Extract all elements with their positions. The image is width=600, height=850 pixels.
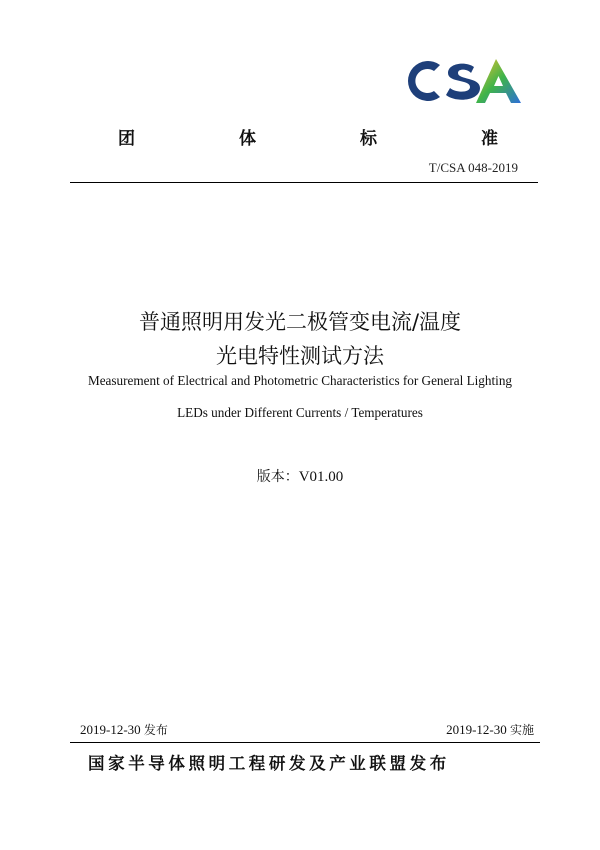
- logo-letter-s: [446, 64, 480, 100]
- title-chinese-line2: 光电特性测试方法: [216, 344, 384, 368]
- issue-date-label: 发布: [143, 723, 168, 737]
- title-english-line1: Measurement of Electrical and Photometric Characteristics for General Lighting: [87, 373, 513, 388]
- logo-letter-c: [408, 61, 440, 101]
- standard-type-heading: [118, 124, 498, 149]
- issue-date-value: 2019-12-30: [80, 722, 141, 737]
- implementation-date-value: 2019-12-30: [446, 722, 507, 737]
- issuing-organization: 国家半导体照明工程研发及产业联盟发布: [88, 754, 450, 773]
- top-divider: [70, 182, 538, 183]
- implementation-date: [446, 721, 534, 738]
- bottom-divider: [70, 742, 540, 743]
- title-english-line2: LEDs under Different Currents / Temperatures: [177, 405, 423, 420]
- standard-number: T/CSA 048-2019: [428, 160, 518, 175]
- title-chinese-line1: 普通照明用发光二极管变电流/温度: [138, 310, 462, 334]
- implementation-date-label: 实施: [509, 723, 534, 737]
- version-line: [0, 466, 600, 486]
- version-label: 版本：: [256, 469, 299, 485]
- standard-type-char: 准: [481, 129, 498, 149]
- csa-logo: [400, 55, 522, 107]
- version-value: V01.00: [298, 469, 344, 485]
- logo-letter-a: [476, 59, 521, 103]
- issue-date: [80, 721, 168, 738]
- standard-type-char: 团: [118, 129, 135, 149]
- standard-type-char: 标: [360, 129, 377, 149]
- standard-type-char: 体: [239, 129, 256, 149]
